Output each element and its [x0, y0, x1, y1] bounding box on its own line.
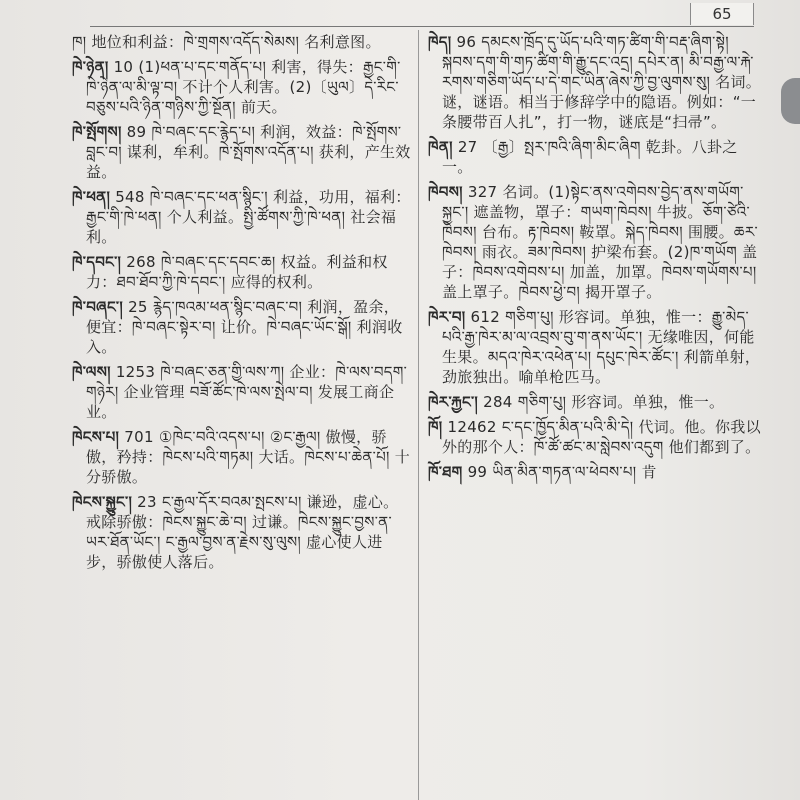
header-rule — [90, 26, 754, 27]
entry-text: ཁེ་བཞང་ཅན་གྱི་ལས་ཀ། 企业：ཁེ་ལས་བདག་གཉེར། 企业管理 བཟོ་ཚོང་ཁེ་ལས་སྤེལ་བ། 发展工商企业。 — [86, 363, 408, 421]
entry-text: གཅིག་པུ། 形容词。单独，惟一：རྒྱུ་མེད་པའི་རྒྱ་ཁེར་མ་ལ་འབྲས་བུ་ག་ནས་ཡོང་། 无缘唯因，何能生果。མདའ་ཁེར་འཕེན་པ། དཔུང་ཁེར་ཚོང་། 利箭单射，劲旅独出。喻单枪匹马。 — [442, 308, 761, 386]
entry-headword: ཁེ་ཕན། — [72, 188, 111, 206]
entry-headword: ཁེན། — [428, 138, 453, 156]
entry-frequency: 268 — [126, 253, 156, 271]
entry-headword: ཁེངས་པ། — [72, 428, 120, 446]
entry-headword: ཁེ་ཉེན། — [72, 58, 109, 76]
left-column — [72, 32, 412, 577]
entry-frequency: 548 — [115, 188, 145, 206]
entry-text: ཁ། 地位和利益：ཁེ་གྲགས་འདོད་སེམས། 名利意图。 — [72, 33, 381, 51]
entry-text: 名词。(1)སྟེང་ནས་འགེབས་བྱེད་ནས་གཡོག་སྐྱང་། 遮盖物，罩子：གཡག་ཁེབས། 牛披。ཅོག་ཙེའི་ཁེབས། 台布。རྟ་ཁེབས། 鞍罩。སྐེད་ཁེབས། 围腰。ཆར་ཁེབས། 雨衣。ཟམ་ཁེབས། 护梁布套。(2)ཁ་གཡོག 盖子：ཁེབས་འགེབས་པ། 加盖，加罩。ཁེབས་གཡོགས་པ། 盖上罩子。ཁེབས་ཕྱེ་བ། 揭开罩子。 — [442, 183, 758, 301]
entry-frequency: 27 — [457, 138, 478, 156]
entry-frequency: 12462 — [447, 418, 497, 436]
entry-headword: ཁེར་རྐྱང་། — [428, 393, 479, 411]
entry-headword: ཁེ་དབང་། — [72, 253, 122, 271]
entry-text: གཅིག་པུ། 形容词。单独，惟一。 — [517, 393, 725, 411]
entry-frequency: 1253 — [115, 363, 156, 381]
entry-text: ང་དང་ཁྱོད་མིན་པའི་མི་དེ། 代词。他。你我以外的那个人：ཁོ་ཚོ་ཚང་མ་སླེབས་འདུག 他们都到了。 — [442, 418, 761, 456]
entry-text: ང་རྒྱལ་དོར་བའམ་སྤངས་པ། 谦逊，虚心。戒除骄傲：ཁེངས་སྐྱུང་ཆེ་བ། 过谦。ཁེངས་སྐྱུང་བྱས་ན་ཡར་ཐོན་ཡོང་། ང་རྒྱལ་བྱས་ན་རྗེས་སུ་ལུས། 虚心使人进步，骄傲使人落后。 — [86, 493, 399, 571]
entry-headword: ཁེ་སྤོགས། — [72, 123, 122, 141]
entry-headword: ཁེ་བཞང་། — [72, 298, 124, 316]
entry — [72, 252, 412, 292]
entry-headword: ཁེངས་སྐྱུང་། — [72, 493, 133, 511]
entry — [428, 417, 766, 457]
entry-text: རྙེད་ཁའམ་ཕན་སྙིང་བཞང་བ། 利润，盈余，便宜：ཁེ་བཞང་སྟེར་བ། 让价。ཁེ་བཞང་ཡོང་སྒོ། 利润收入。 — [86, 298, 403, 356]
entry — [72, 187, 412, 247]
entry-text: 〔རྒྱ〕སྤར་ཁའི་ཞིག་མིང་ཞིག 乾卦。八卦之一。 — [442, 138, 738, 176]
entry-frequency: 327 — [467, 183, 498, 201]
entry-text: དམངས་ཁྲོད་དུ་ཡོད་པའི་གཏ་ཚིག་གི་བརྡ་ཞིག་སྟེ། སྐབས་དག་གི་གཏ་ཚིག་གི་རྒྱུ་དང་འདྲ། དཔེར་ན། མི་བརྒྱ་ལ་རྐེ་རགས་གཅིག་ཡོད་པ་དེ་གང་ཡིན་ཞེས་ཀྱི་བྱ་ལུགས་སུ། 名词。谜，谜语。相当于修辞学中的隐语。例如：“一条腰带百人扎”，打一物，谜底是“扫帚”。 — [442, 33, 762, 131]
entry-frequency: 99 — [467, 463, 488, 481]
entry — [428, 462, 766, 482]
entry — [428, 307, 766, 387]
right-column — [428, 32, 766, 487]
entry-frequency: 612 — [470, 308, 501, 326]
entry — [72, 122, 412, 182]
column-divider — [418, 30, 419, 800]
entry — [72, 362, 412, 422]
thumb-index-tab — [781, 78, 800, 124]
entry — [428, 182, 766, 302]
entry-frequency: 23 — [137, 493, 157, 511]
entry-text: ཡིན་མིན་གཏན་ལ་ཕེབས་པ། 肯 — [492, 463, 657, 481]
entry — [72, 492, 412, 572]
entry-text: (1)ཕན་པ་དང་གནོད་པ། 利害，得失：རྒྱང་གི་ཁེ་ཉེན་ལ་མི་ལྟ་བ། 不计个人利害。(2)〔ཡུལ〕དེ་རིང་བཅུས་པའི་ཉིན་གཉིས་ཀྱི་སྔོན། 前天。 — [86, 58, 401, 116]
entry — [428, 392, 766, 412]
entry-text: ①ཁེང་བའི་འདས་པ། ②ང་རྒྱལ། 傲慢，骄傲，矜持：ཁེངས་པའི་གཏམ། 大话。ཁེངས་པ་ཆེན་པོ། 十分骄傲。 — [86, 428, 410, 486]
entry-frequency: 701 — [124, 428, 154, 446]
entry-frequency: 10 — [113, 58, 134, 76]
entry-frequency: 89 — [126, 123, 147, 141]
entry-text: ཁེ་བཞང་དང་རྙེད་པ། 利润，效益：ཁེ་སྤོགས་བླང་བ། 谋利，牟利。ཁེ་སྤོགས་འདོན་པ། 获利，产生效益。 — [86, 123, 411, 181]
entry — [428, 137, 766, 177]
entry-frequency: 25 — [128, 298, 148, 316]
entry-headword: ཁེ་ལས། — [72, 363, 111, 381]
entry-frequency: 96 — [456, 33, 477, 51]
page-number: 65 — [690, 3, 754, 25]
entry — [72, 32, 412, 52]
entry-headword: ཁོ་ཐག — [428, 463, 463, 481]
entry — [72, 57, 412, 117]
entry-headword: ཁེར་བ། — [428, 308, 466, 326]
entry-frequency: 284 — [483, 393, 513, 411]
entry — [428, 32, 766, 132]
entry — [72, 297, 412, 357]
entry — [72, 427, 412, 487]
entry-headword: ཁེད། — [428, 33, 452, 51]
entry-headword: ཁེབས། — [428, 183, 463, 201]
entry-text: ཁེ་བཞང་དང་ཕན་སྙིང་། 利益，功用，福利：རྒྱང་གི་ཁེ་ཕན། 个人利益。སྤྱི་ཚོགས་ཀྱི་ཁེ་ཕན། 社会福利。 — [86, 188, 411, 246]
entry-text: ཁེ་བཞང་དང་དབང་ཆ། 权益。利益和权力：ཐབ་ཐོབ་ཀྱི་ཁེ་དབང་། 应得的权利。 — [86, 253, 388, 291]
entry-headword: ཁོ། — [428, 418, 443, 436]
